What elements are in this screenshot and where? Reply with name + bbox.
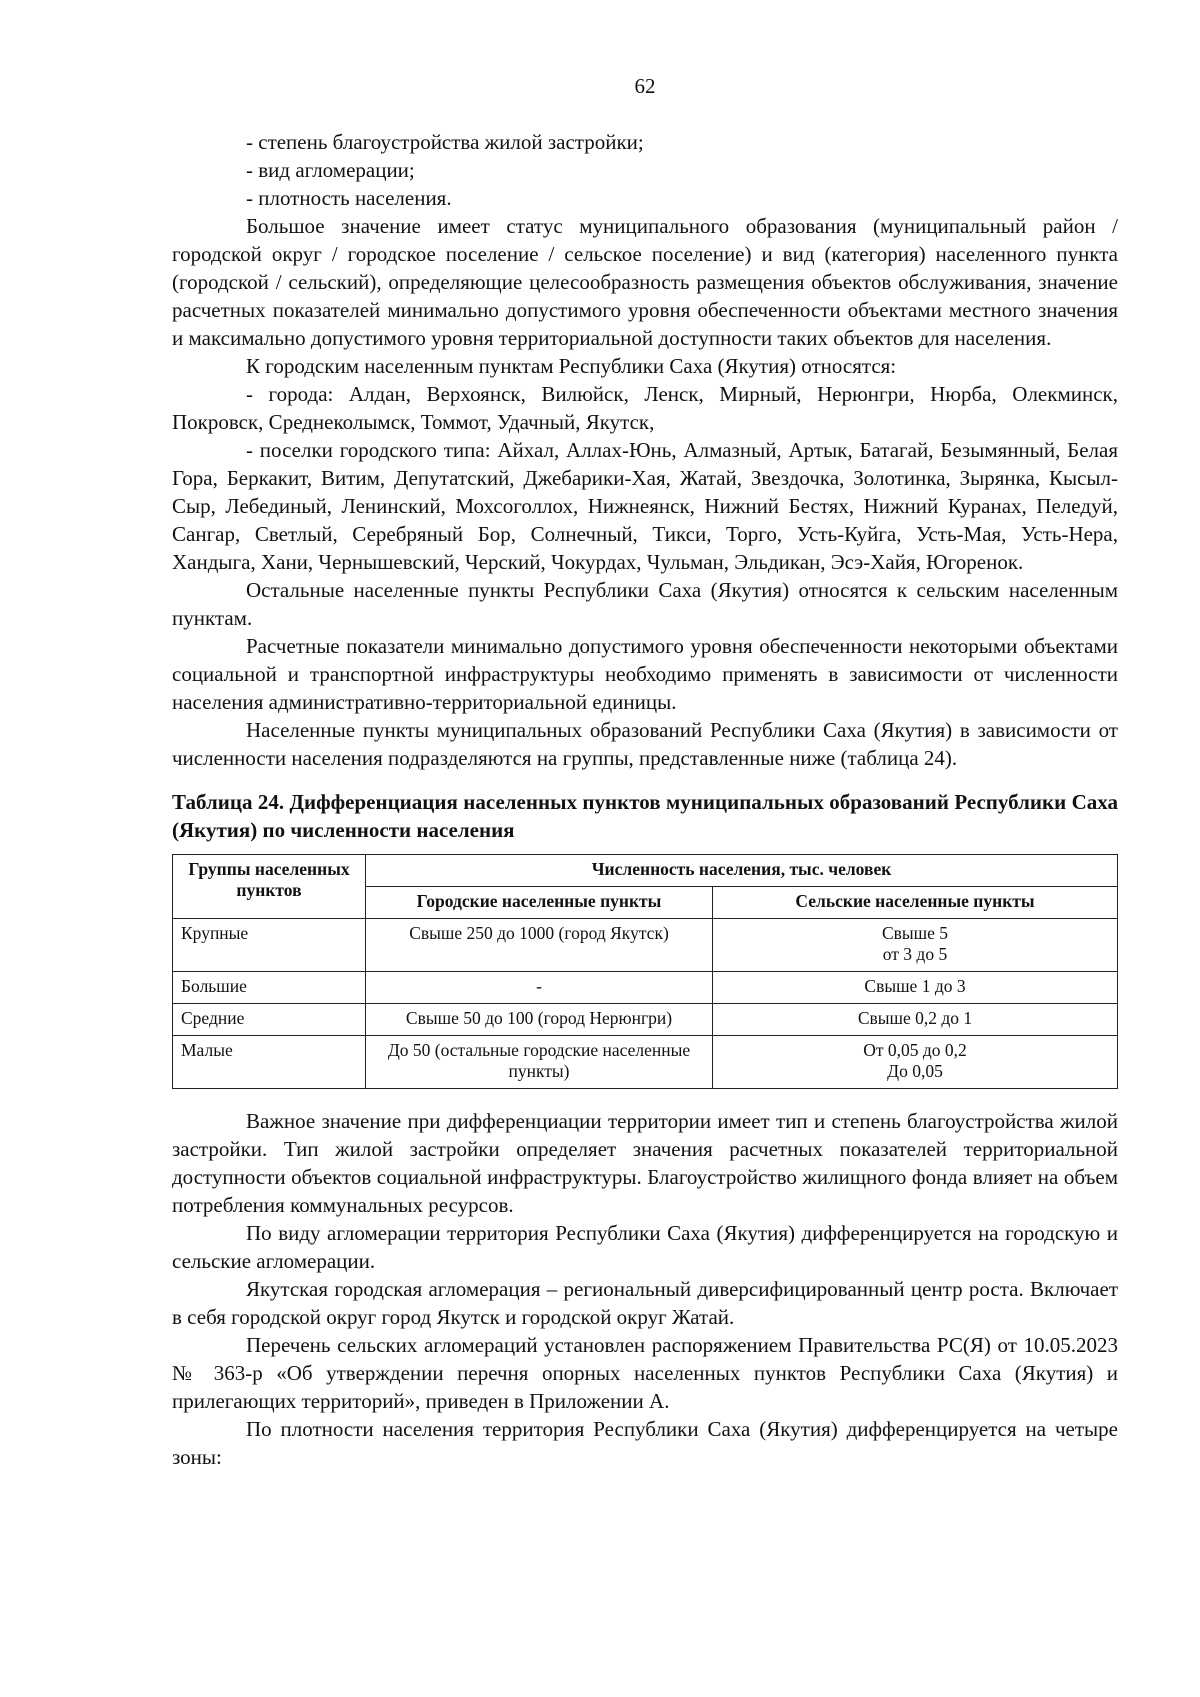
population-table [172, 854, 1118, 1089]
intro-item: - вид агломерации; [246, 158, 415, 182]
cell-rural-line: От 0,05 до 0,2 [863, 1040, 967, 1060]
paragraph: - поселки городского типа: Айхал, Аллах-Юнь, Алмазный, Артык, Батагай, Безымянный, Белая Гора, Беркакит, Витим, Депутатский, Джебарики-Хая, Жатай, Звездочка, Золотинка, Зырянка, Кысыл-Сыр, Лебединый, Ленинский, Мохсоголлох, Нижнеянск, Нижний Бестях, Нижний Куранах, Пеледуй, Сангар, Светлый, Серебряный Бор, Солнечный, Тикси, Торго, Усть-Куйга, Усть-Мая, Усть-Нера, Хандыга, Хани, Чернышевский, Черский, Чокурдах, Чульман, Эльдикан, Эсэ-Хайя, Югоренок. [172, 438, 1118, 574]
cell-group: Малые [173, 1036, 366, 1089]
cell-rural-line: Свыше 1 до 3 [864, 976, 966, 996]
header-population: Численность населения, тыс. человек [366, 855, 1118, 887]
table-row [173, 919, 1118, 972]
cell-urban: До 50 (остальные городские населенные пункты) [366, 1036, 713, 1089]
cell-urban: - [366, 972, 713, 1004]
paragraph: Важное значение при дифференциации территории имеет тип и степень благоустройства жилой застройки. Тип жилой застройки определяет значения расчетных показателей территориальной доступности объектов социальной инфраструктуры. Благоустройство жилищного фонда влияет на объем потребления коммунальных ресурсов. [172, 1109, 1118, 1217]
table-row [173, 972, 1118, 1004]
paragraph: Перечень сельских агломераций установлен распоряжением Правительства РС(Я) от 10.05.2023 № 363-р «Об утверждении перечня опорных населенных пунктов Республики Саха (Якутия) и прилегающих территорий», приведен в Приложении А. [172, 1333, 1118, 1413]
paragraph: Населенные пункты муниципальных образований Республики Саха (Якутия) в зависимости от численности населения подразделяются на группы, представленные ниже (таблица 24). [172, 718, 1118, 770]
cell-urban: Свыше 250 до 1000 (город Якутск) [366, 919, 713, 972]
cell-urban: Свыше 50 до 100 (город Нерюнгри) [366, 1004, 713, 1036]
cell-rural [713, 1036, 1118, 1089]
intro-item: - степень благоустройства жилой застройки; [246, 130, 644, 154]
cell-rural [713, 1004, 1118, 1036]
paragraph: Якутская городская агломерация – региональный диверсифицированный центр роста. Включает в себя городской округ город Якутск и городской округ Жатай. [172, 1277, 1118, 1329]
paragraph: Остальные населенные пункты Республики Саха (Якутия) относятся к сельским населенным пунктам. [172, 578, 1118, 630]
paragraph: К городским населенным пунктам Республики Саха (Якутия) относятся: [246, 354, 897, 378]
document-body [172, 128, 1118, 1471]
header-urban: Городские населенные пункты [366, 887, 713, 919]
header-rural: Сельские населенные пункты [713, 887, 1118, 919]
cell-group: Крупные [173, 919, 366, 972]
paragraph: Расчетные показатели минимально допустимого уровня обеспеченности некоторыми объектами социальной и транспортной инфраструктуры необходимо применять в зависимости от численности населения административно-территориальной единицы. [172, 634, 1118, 714]
cell-rural-line: До 0,05 [887, 1061, 943, 1081]
paragraph: Большое значение имеет статус муниципального образования (муниципальный район / городской округ / городское поселение / сельское поселение) и вид (категория) населенного пункта (городской / сельский), определяющие целесообразность размещения объектов обслуживания, значение расчетных показателей минимально допустимого уровня обеспеченности объектами местного значения и максимально допустимого уровня территориальной доступности таких объектов для населения. [172, 214, 1118, 350]
paragraph: - города: Алдан, Верхоянск, Вилюйск, Ленск, Мирный, Нерюнгри, Нюрба, Олекминск, Покровск, Среднеколымск, Томмот, Удачный, Якутск, [172, 382, 1118, 434]
cell-group: Большие [173, 972, 366, 1004]
cell-group: Средние [173, 1004, 366, 1036]
table-row [173, 1036, 1118, 1089]
header-group: Группы населенных пунктов [173, 855, 366, 919]
intro-item: - плотность населения. [246, 186, 452, 210]
cell-rural [713, 919, 1118, 972]
paragraph: По плотности населения территория Республики Саха (Якутия) дифференцируется на четыре зоны: [172, 1417, 1118, 1469]
table-header-row [173, 855, 1118, 887]
table-caption: Таблица 24. Дифференциация населенных пунктов муниципальных образований Республики Саха (Якутия) по численности населения [172, 790, 1118, 842]
page-number: 62 [634, 74, 656, 98]
cell-rural-line: Свыше 0,2 до 1 [857, 1008, 973, 1028]
table-row [173, 1004, 1118, 1036]
cell-rural-line: от 3 до 5 [882, 944, 948, 964]
cell-rural-line: Свыше 5 [881, 923, 949, 943]
paragraph: По виду агломерации территория Республики Саха (Якутия) дифференцируется на городскую и сельские агломерации. [172, 1221, 1118, 1273]
cell-rural [713, 972, 1118, 1004]
